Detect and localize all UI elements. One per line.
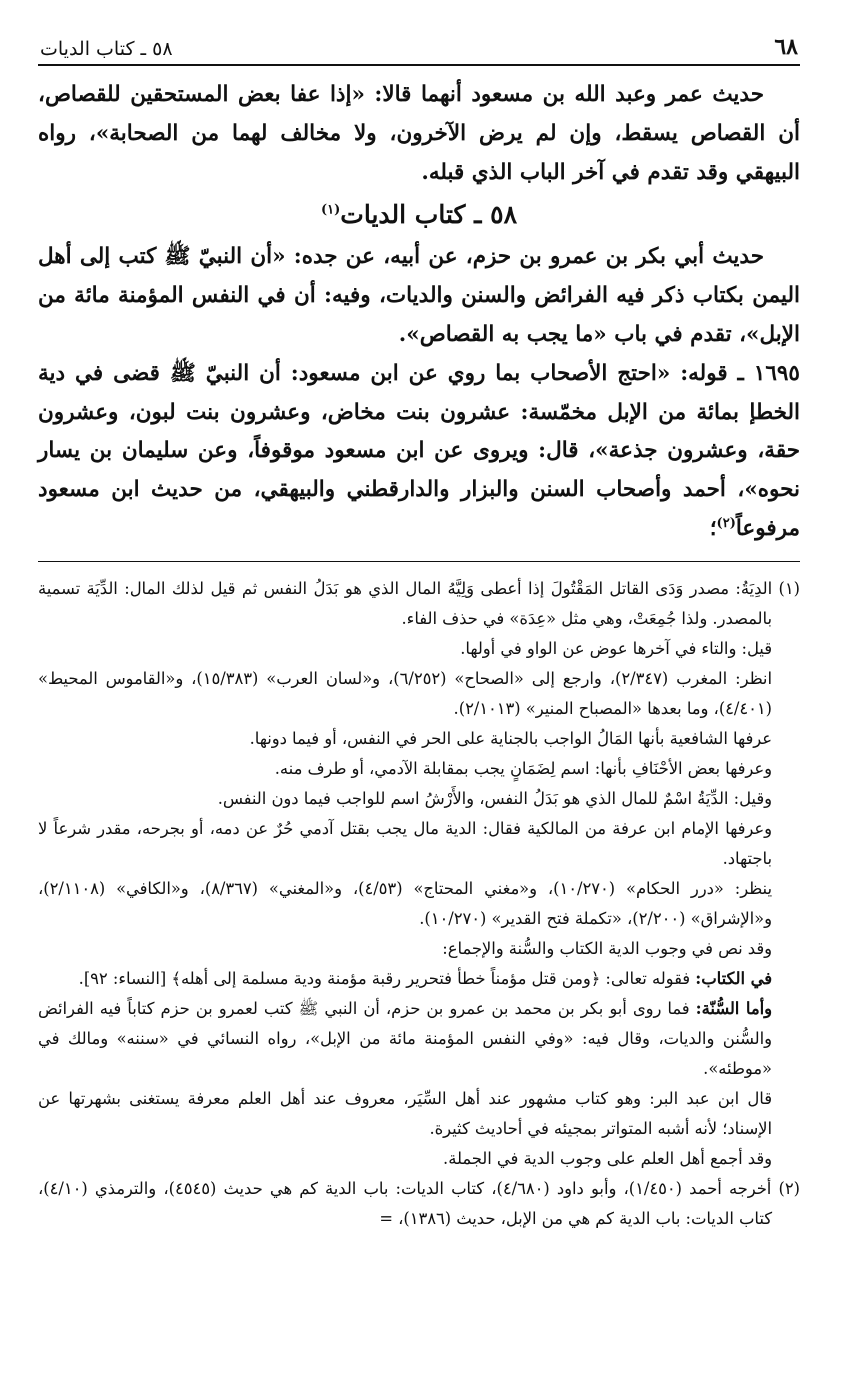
footnote-1-line: وقد أجمع أهل العلم على وجوب الدية في الجملة. [443,1148,772,1168]
footnote-separator [38,561,800,562]
section-title-text: ٥٨ ـ كتاب الديات [340,200,517,230]
footnote-1-line: انظر: المغرب (٢/٣٤٧)، وارجع إلى «الصحاح» (٦/٢٥٢)، و«لسان العرب» (١٥/٣٨٣)، و«القاموس المحيط» (٤/٤٠١)، وما بعدها «المصباح المنير» (٢/١٠١٣). [38,668,772,718]
footnote-1-line: وقيل: الدِّيَةُ اسْمٌ للمال الذي هو بَدَلُ النفس، والأَرْشُ اسم للواجب فيما دون النفس. [217,788,772,808]
footnote-ref-1: (١) [321,203,341,219]
footnote-1: (١) الدِيَةُ: مصدر وَدَى القاتل المَقْتُولَ إذا أعطى وَلِيَّهُ المال الذي هو بَدَلُ النفس ثم قيل لذلك المال: الدِّيَة تسمية بالمصدر. ولذا جُمِعَتْ، وهي مثل «عِدَة» في حذف الفاء. [38,578,800,628]
paragraph-3-text: قوله: «احتج الأصحاب بما روي عن ابن مسعود: أن النبيّ ﷺ قضى في دية الخطإ بمائة من الإبل مخمّسة: عشرون بنت مخاض، وعشرون بنت لبون، وعشرون حقة، وعشرون جذعة»، قال: ويروى عن ابن مسعود موقوفاً، وعن سليمان بن يسار نحوه»، أحمد وأصحاب السنن والبزار والدارقطني والبيهقي، من حديث ابن مسعود مرفوعاً [38,360,800,541]
footnote-1-line: قال ابن عبد البر: وهو كتاب مشهور عند أهل السِّيَر، معروف عند أهل العلم معرفة يستغنى بشهرتها عن الإسناد؛ لأنه أشبه المتواتر بمجيئه في أحاديث كثيرة. [38,1088,772,1138]
footnote-1-line: وعرفها الإمام ابن عرفة من المالكية فقال: الدية مال يجب بقتل آدمي حُرٌ عن دمه، أو بجرحه، مقدر شرعاً لا باجتهاد. [38,818,772,868]
main-text [38,76,800,549]
section-title [38,192,800,238]
footnote-ref-2: (٢) [716,515,736,531]
sunna-text: فما روى أبو بكر بن محمد بن عمرو بن حزم، أن النبي ﷺ كتب لعمرو بن حزم كتاباً فيه الفرائض والسُّنن والديات، وقال فيه: «وفي النفس المؤمنة مائة من الإبل»، رواه النسائي في «سننه» ومالك في «موطئه». [38,998,772,1078]
footnotes [38,574,800,1234]
page-number: ٦٨ [774,34,798,60]
running-title: ٥٨ ـ كتاب الديات [40,38,173,60]
footnote-1-line: ينظر: «درر الحكام» (١٠/٢٧٠)، و«مغني المحتاج» (٤/٥٣)، و«المغني» (٨/٣٦٧)، و«الكافي» (٢/١١٠٨)، و«الإشراق» (٢/٢٠٠)، «تكملة فتح القدير» (١٠/٢٧٠). [38,878,772,928]
footnote-1-line: وعرفها بعض الأحْنَافِ بأنها: اسم لِضَمَانٍ يجب بمقابلة الآدمي، أو طرف منه. [274,758,772,778]
book-label: في الكتاب: [695,968,772,988]
paragraph-3-end: ؛ [709,515,717,541]
paragraph-2: حديث أبي بكر بن عمرو بن حزم، عن أبيه، عن جده: «أن النبيّ ﷺ كتب إلى أهل اليمن بكتاب ذكر فيه الفرائض والسنن والديات، وفيه: أن في النفس المؤمنة مائة من الإبل»، تقدم في باب «ما يجب به القصاص». [38,244,800,347]
sunna-label: وأما السُّنّة: [695,998,772,1018]
footnote-1-book [38,964,800,994]
page-header [38,30,800,66]
paragraph-3 [38,355,800,549]
hadith-number: ١٦٩٥ ـ [737,360,800,386]
paragraph-1: حديث عمر وعبد الله بن مسعود أنهما قالا: «إذا عفا بعض المستحقين للقصاص، أن القصاص يسقط، وإن لم يرض الآخرون، ولا مخالف لهما من الصحابة»، رواه البيهقي وقد تقدم في آخر الباب الذي قبله. [38,82,800,185]
footnote-1-sunna [38,994,800,1084]
footnote-1-line: عرفها الشافعية بأنها المَالُ الواجب بالجناية على الحر في النفس، أو فيما دونها. [249,728,772,748]
footnote-2: (٢) أخرجه أحمد (١/٤٥٠)، وأبو داود (٤/٦٨٠)، كتاب الديات: باب الدية كم هي حديث (٤٥٤٥)، والترمذي (٤/١٠)، كتاب الديات: باب الدية كم هي من الإبل، حديث (١٣٨٦)، = [38,1178,800,1228]
footnote-1-line: قيل: والتاء في آخرها عوض عن الواو في أولها. [460,638,772,658]
footnote-1-line: وقد نص في وجوب الدية الكتاب والسُّنة والإجماع: [442,938,772,958]
book-text: فقوله تعالى: ﴿ومن قتل مؤمناً خطأ فتحرير رقبة مؤمنة ودية مسلمة إلى أهله﴾ [النساء: ٩٢]. [78,968,691,988]
